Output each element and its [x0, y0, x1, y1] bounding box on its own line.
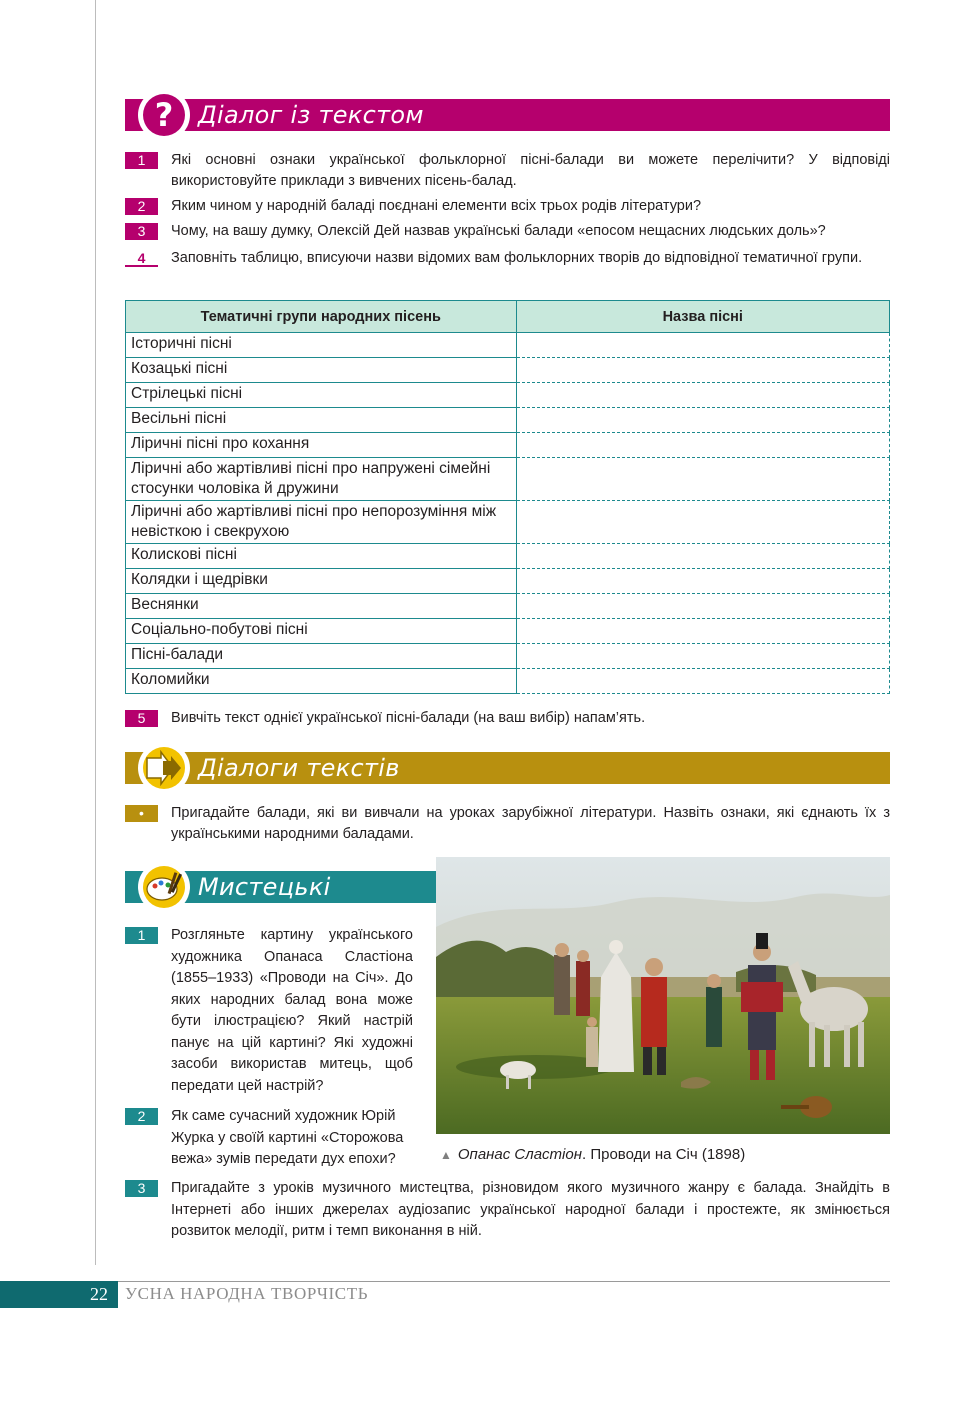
- question-item: [125, 248, 890, 269]
- question-item: [125, 1178, 890, 1243]
- palette-icon: [138, 861, 190, 913]
- theme-cell: Колискові пісні: [126, 544, 517, 569]
- themes-table: [125, 300, 890, 694]
- painting-caption: [440, 1146, 745, 1163]
- question-text: Яким чином у народній баладі поєднані елементи всіх трьох родів літератури?: [171, 198, 702, 214]
- theme-cell: Ліричні пісні про кохання: [126, 433, 517, 458]
- theme-cell: Історичні пісні: [126, 333, 517, 358]
- theme-cell: Веснянки: [126, 594, 517, 619]
- question-item: [125, 925, 413, 1097]
- texts-section-banner: [125, 752, 890, 784]
- question-number: 1: [125, 152, 158, 169]
- question-number: 3: [125, 223, 158, 240]
- caption-title: . Проводи на Січ (1898): [581, 1146, 746, 1163]
- bullet-marker: •: [125, 805, 158, 822]
- caption-author: Опанас Сластіон: [457, 1146, 582, 1163]
- theme-cell: Колядки і щедрівки: [126, 569, 517, 594]
- table-row: [126, 333, 890, 358]
- theme-cell: Весільні пісні: [126, 408, 517, 433]
- dialog-section-banner: [125, 96, 890, 134]
- question-number: 5: [125, 710, 158, 727]
- question-item: [125, 221, 890, 242]
- answer-cell[interactable]: [516, 644, 889, 669]
- table-row: [126, 569, 890, 594]
- arrows-icon: [138, 742, 190, 794]
- theme-cell: Коломийки: [126, 669, 517, 694]
- question-item: [125, 150, 890, 192]
- art-section-title: Мистецькі діалоги: [198, 873, 331, 929]
- question-text: Як саме сучасний художник Юрій Журка у своїй картині «Сторожова вежа» зумів передати дух епохи?: [171, 1108, 404, 1167]
- theme-cell: Козацькі пісні: [126, 358, 517, 383]
- table-row: [126, 358, 890, 383]
- answer-cell[interactable]: [516, 501, 889, 544]
- question-number: 4: [125, 250, 158, 267]
- table-header-song: Назва пісні: [516, 301, 889, 333]
- answer-cell[interactable]: [516, 408, 889, 433]
- question-text: Вивчіть текст однієї української пісні-балади (на ваш вибір) напам’ять.: [171, 710, 646, 726]
- table-header-groups: Тематичні групи народних пісень: [126, 301, 517, 333]
- answer-cell[interactable]: [516, 594, 889, 619]
- table-row: [126, 544, 890, 569]
- theme-cell: Ліричні або жартівливі пісні про непорозуміння між невісткою і свекрухою: [126, 501, 517, 544]
- question-item: [125, 196, 890, 217]
- page-number: 22: [90, 1284, 108, 1304]
- question-text: Які основні ознаки української фольклорної пісні-балади ви можете перелічити? У відповіді використовуйте приклади з вивчених пісень-балад.: [171, 152, 890, 189]
- chapter-title: УСНА НАРОДНА ТВОРЧІСТЬ: [125, 1284, 369, 1303]
- question-text: Пригадайте з уроків музичного мистецтва, різновидом якого музичного жанру є балада. Знайдіть в Інтернеті або інших джерелах аудіозапис української народної балади і простежте, як змінюється розвиток мелодії, ритм і темп виконання в ній.: [171, 1180, 890, 1239]
- table-row: [126, 383, 890, 408]
- question-text: Розгляньте картину українського художника Опанаса Сластіона (1855–1933) «Проводи на Січ». До яких народних балад вона може бути ілюстрацією? Який настрій панує на цій картині? Які художні засоби використав митець, щоб передати цей настрій?: [171, 927, 413, 1094]
- triangle-icon: ▲: [440, 1148, 452, 1162]
- table-row: [126, 458, 890, 501]
- answer-cell[interactable]: [516, 569, 889, 594]
- question-text: Чому, на вашу думку, Олексій Дей назвав українські балади «епосом нещасних людських доль»?: [171, 223, 826, 239]
- question-number: 2: [125, 198, 158, 215]
- answer-cell[interactable]: [516, 669, 889, 694]
- page-margin-line: [95, 0, 96, 1265]
- table-row: [126, 501, 890, 544]
- question-icon: [138, 89, 190, 141]
- dialog-section-title: Діалог із текстом: [198, 101, 424, 129]
- question-number: 1: [125, 927, 158, 944]
- question-item: [125, 708, 890, 729]
- table-row: [126, 408, 890, 433]
- question-text: Пригадайте балади, які ви вивчали на уроках зарубіжної літератури. Назвіть ознаки, які єднають їх з українськими народними баладами.: [171, 805, 890, 842]
- answer-cell[interactable]: [516, 619, 889, 644]
- table-row: [126, 669, 890, 694]
- answer-cell[interactable]: [516, 544, 889, 569]
- texts-section-title: Діалоги текстів: [198, 754, 400, 782]
- answer-cell[interactable]: [516, 433, 889, 458]
- theme-cell: Ліричні або жартівливі пісні про напружені сімейні стосунки чоловіка й дружини: [126, 458, 517, 501]
- footer-rule: [118, 1281, 890, 1282]
- answer-cell[interactable]: [516, 333, 889, 358]
- theme-cell: Стрілецькі пісні: [126, 383, 517, 408]
- theme-cell: Пісні-балади: [126, 644, 517, 669]
- theme-cell: Соціально-побутові пісні: [126, 619, 517, 644]
- question-number: 3: [125, 1180, 158, 1197]
- table-row: [126, 644, 890, 669]
- answer-cell[interactable]: [516, 358, 889, 383]
- table-row: [126, 433, 890, 458]
- answer-cell[interactable]: [516, 458, 889, 501]
- table-row: [126, 619, 890, 644]
- table-row: [126, 594, 890, 619]
- answer-cell[interactable]: [516, 383, 889, 408]
- question-number: 2: [125, 1108, 158, 1125]
- painting-image: [436, 857, 890, 1134]
- svg-text:?: ?: [154, 96, 174, 134]
- question-text: Заповніть таблицю, вписуючи назви відомих вам фольклорних творів до відповідної тематичної групи.: [171, 250, 863, 266]
- question-item: [125, 803, 890, 845]
- art-section-banner: [125, 871, 436, 929]
- question-item: [125, 1106, 413, 1171]
